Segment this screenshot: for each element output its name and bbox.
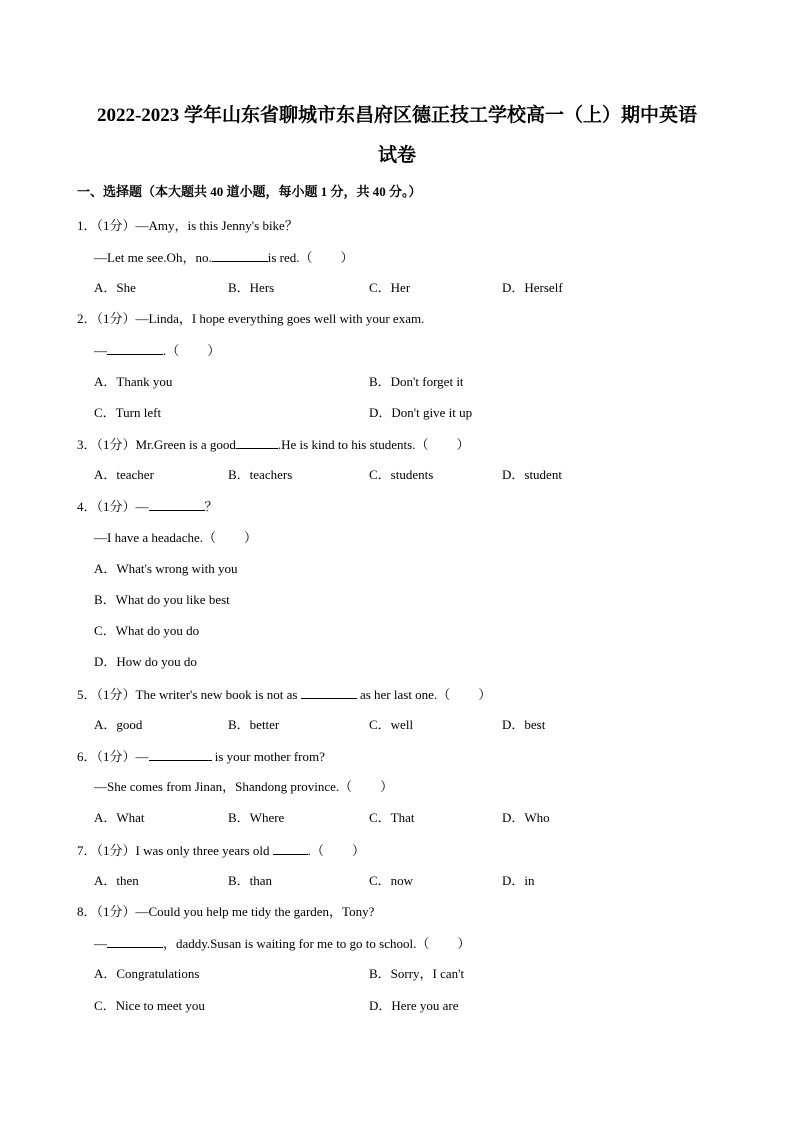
question-2-stem: 2．（1分）—Linda，I hope everything goes well with your exam. [77,311,425,326]
question-7-stem: 7．（1分）I was only three years old .（ ） [77,843,365,858]
question-8-response: — ，daddy.Susan is waiting for me to go to school.（ ） [94,936,471,951]
question-1-option-d: D．Herself [502,280,563,295]
question-6-response: —She comes from Jinan，Shandong province.（ ） [94,779,394,794]
question-7-option-a: A．then [94,873,139,888]
question-1-option-c: C．Her [369,280,411,295]
question-6-option-d: D．Who [502,810,550,825]
answer-blank [149,498,205,511]
question-3-option-b: B．teachers [228,467,293,482]
question-7-option-d: D．in [502,873,535,888]
question-5-option-d: D．best [502,717,546,732]
question-1-option-b: B．Hers [228,280,275,295]
answer-blank [212,249,268,262]
question-7-option-b: B．than [228,873,273,888]
question-4-response: —I have a headache.（ ） [94,530,258,545]
answer-blank [107,935,163,948]
answer-blank [149,748,212,761]
question-1-stem: 1．（1分）—Amy，is this Jenny's bike？ [77,218,298,233]
answer-blank [107,342,163,355]
question-4-option-d: D．How do you do [94,654,197,669]
question-1-option-a: A．She [94,280,136,295]
question-5-option-c: C．well [369,717,414,732]
question-2-option-c: C．Turn left [94,405,162,420]
question-6-option-c: C．That [369,810,415,825]
question-8-option-a: A．Congratulations [94,966,200,981]
question-4-option-c: C．What do you do [94,623,200,638]
question-4-option-a: A．What's wrong with you [94,561,238,576]
answer-blank [273,842,308,855]
question-7-option-c: C．now [369,873,414,888]
exam-title-line-1: 2022-2023 学年山东省聊城市东昌府区德正技工学校高一（上）期中英语 [96,105,698,126]
question-8-option-d: D．Here you are [369,998,459,1013]
question-6-stem: 6．（1分）— is your mother from? [77,749,325,764]
question-4-option-b: B．What do you like best [94,592,230,607]
question-3-option-d: D．student [502,467,562,482]
question-2-option-a: A．Thank you [94,374,173,389]
question-1-response: —Let me see.Oh，no. is red.（ ） [94,250,354,265]
question-3-option-a: A．teacher [94,467,154,482]
question-5-option-b: B．better [228,717,280,732]
question-2-response: — .（ ） [94,343,221,358]
section-heading: 一、选择题（本大题共 40 道小题，每小题 1 分，共 40 分。） [77,184,422,199]
question-8-option-b: B．Sorry，I can't [369,966,465,981]
exam-title-line-2: 试卷 [377,145,416,166]
question-6-option-b: B．Where [228,810,285,825]
question-8-stem: 8．（1分）—Could you help me tidy the garden，Tony? [77,904,375,919]
question-6-option-a: A．What [94,810,145,825]
question-2-option-b: B．Don't forget it [369,374,464,389]
question-2-option-d: D．Don't give it up [369,405,473,420]
question-4-stem: 4．（1分）— ？ [77,499,218,514]
answer-blank [236,436,278,449]
question-8-option-c: C．Nice to meet you [94,998,205,1013]
question-5-option-a: A．good [94,717,143,732]
question-5-stem: 5．（1分）The writer's new book is not as as her last one.（ ） [77,687,492,702]
question-3-stem: 3．（1分）Mr.Green is a good .He is kind to his students.（ ） [77,437,470,452]
question-3-option-c: C．students [369,467,434,482]
answer-blank [301,686,357,699]
